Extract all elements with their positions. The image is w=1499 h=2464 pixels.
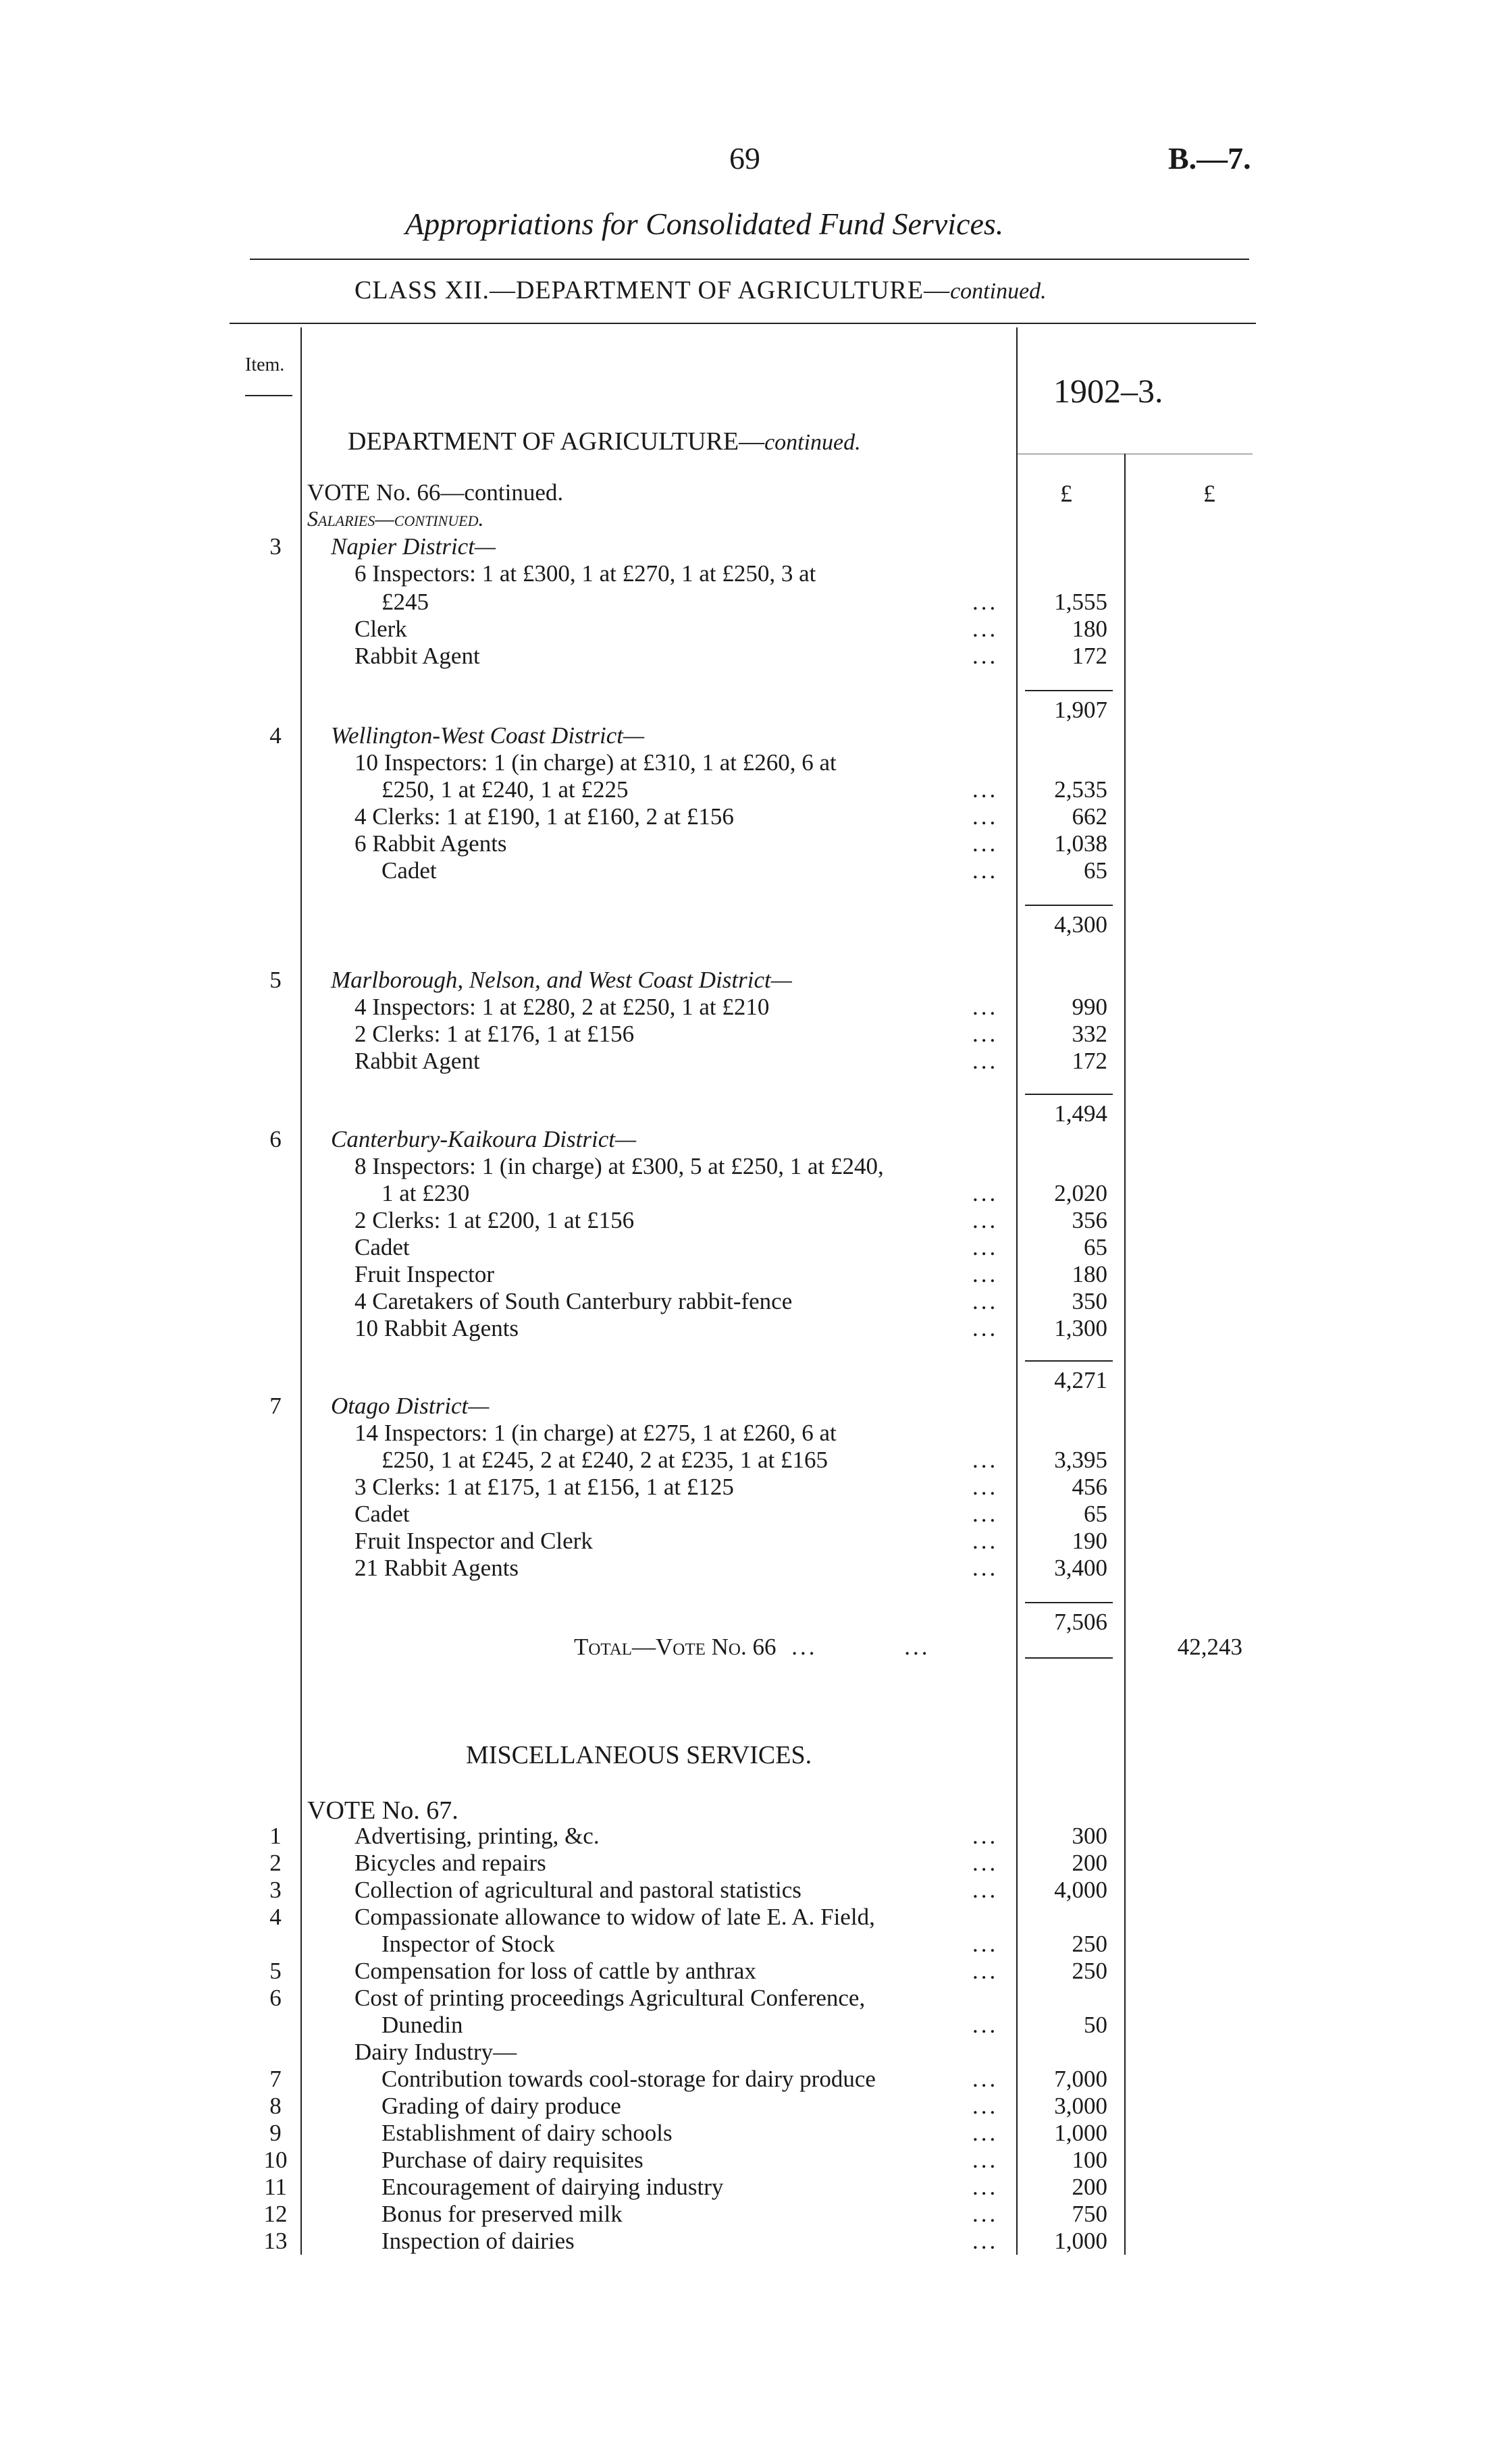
district-heading: Napier District—	[331, 533, 496, 560]
line-item-text: 8 Inspectors: 1 (in charge) at £300, 5 at £250, 1 at £240,	[354, 1153, 884, 1179]
header-rule	[230, 323, 1256, 324]
line-item-amount: 2,020	[1054, 1180, 1107, 1206]
leader-dots: ...	[972, 1850, 999, 1876]
subtotal-amount: 4,300	[1054, 911, 1107, 938]
item-number: 7	[269, 2066, 282, 2092]
line-item-text: Encouragement of dairying industry	[382, 2174, 724, 2200]
line-item-text: 4 Inspectors: 1 at £280, 2 at £250, 1 at £210	[354, 994, 770, 1020]
line-item-text: 1 at £230	[382, 1180, 470, 1206]
line-item-text: Compensation for loss of cattle by anthrax	[354, 1958, 756, 1984]
line-item-text: 6 Rabbit Agents	[354, 830, 507, 857]
line-item-text: Collection of agricultural and pastoral statistics	[354, 1877, 801, 1903]
line-item-text: Cost of printing proceedings Agricultural Conference,	[354, 1985, 866, 2011]
page-number: 69	[729, 141, 760, 176]
leader-dots: ...	[972, 2066, 999, 2092]
leader-dots: ...	[972, 2174, 999, 2200]
item-number: 4	[269, 1904, 282, 1930]
line-item-text: Inspector of Stock	[382, 1931, 555, 1957]
leader-dots: ...	[972, 803, 999, 830]
line-item-amount: 356	[1072, 1207, 1107, 1233]
line-item-amount: 7,000	[1054, 2066, 1107, 2092]
leader-dots: ...	[972, 1931, 999, 1957]
line-item-amount: 65	[1084, 1234, 1107, 1260]
leader-dots: ...	[972, 1021, 999, 1047]
line-item-text: 10 Rabbit Agents	[354, 1315, 519, 1341]
year-column-header: 1902–3.	[1053, 372, 1163, 410]
line-item-amount: 65	[1084, 1501, 1107, 1527]
item-number: 6	[269, 1126, 282, 1152]
line-item-amount: 350	[1072, 1288, 1107, 1314]
line-item-text: Grading of dairy produce	[382, 2093, 621, 2119]
line-item-amount: 332	[1072, 1021, 1107, 1047]
subtotal-rule	[1025, 1360, 1113, 1362]
leader-dots: ...	[972, 994, 999, 1020]
line-item-amount: 750	[1072, 2201, 1107, 2227]
line-item-text: £250, 1 at £245, 2 at £240, 2 at £235, 1 at £165	[382, 1447, 829, 1473]
line-item-text: Cadet	[354, 1501, 410, 1527]
subtotal-amount: 7,506	[1054, 1609, 1107, 1635]
leader-dots: ...	[972, 830, 999, 857]
leader-dots: ...	[972, 1234, 999, 1260]
leader-dots: ...	[972, 1958, 999, 1984]
leader-dots: ...	[972, 1447, 999, 1473]
vote-67-title: VOTE No. 67.	[307, 1796, 458, 1825]
line-item-text: Establishment of dairy schools	[382, 2120, 673, 2146]
line-item-amount: 180	[1072, 1261, 1107, 1287]
line-item-text: 21 Rabbit Agents	[354, 1555, 519, 1581]
line-item-text: Bicycles and repairs	[354, 1850, 546, 1876]
line-item-amount: 662	[1072, 803, 1107, 830]
leader-dots: ...	[972, 2120, 999, 2146]
salaries-heading: Salaries—continued.	[307, 506, 484, 531]
line-item-amount: 172	[1072, 1048, 1107, 1074]
department-title: DEPARTMENT OF AGRICULTURE—continued.	[348, 427, 861, 456]
leader-dots: ...	[972, 589, 999, 615]
leader-dots: ...	[972, 643, 999, 669]
line-item-amount: 3,395	[1054, 1447, 1107, 1473]
subtotal-amount: 1,907	[1054, 697, 1107, 723]
line-item-text: 14 Inspectors: 1 (in charge) at £275, 1 at £260, 6 at	[354, 1420, 837, 1446]
item-column-divider	[300, 327, 302, 2255]
page-title: Appropriations for Consolidated Fund Services.	[405, 207, 1004, 241]
item-number: 5	[269, 967, 282, 993]
leader-dots: ...	[972, 1048, 999, 1074]
line-item-text: Rabbit Agent	[354, 643, 480, 669]
line-item-amount: 172	[1072, 643, 1107, 669]
subtotal-rule	[1025, 905, 1113, 906]
line-item-text: 2 Clerks: 1 at £176, 1 at £156	[354, 1021, 635, 1047]
total-vote-66-label: Total—Vote No. 66 ... ...	[574, 1634, 930, 1660]
line-item-text: Dairy Industry—	[354, 2039, 517, 2065]
leader-dots: ...	[972, 1261, 999, 1287]
line-item-text: Inspection of dairies	[382, 2228, 575, 2254]
line-item-amount: 1,000	[1054, 2120, 1107, 2146]
line-item-amount: 1,555	[1054, 589, 1107, 615]
line-item-amount: 100	[1072, 2147, 1107, 2173]
leader-dots: ...	[972, 2093, 999, 2119]
leader-dots: ...	[972, 1207, 999, 1233]
line-item-text: Fruit Inspector and Clerk	[354, 1528, 593, 1554]
line-item-text: 10 Inspectors: 1 (in charge) at £310, 1 at £260, 6 at	[354, 749, 837, 776]
subtotal-rule	[1025, 690, 1113, 691]
line-item-text: Purchase of dairy requisites	[382, 2147, 643, 2173]
line-item-text: Cadet	[354, 1234, 410, 1260]
line-item-amount: 180	[1072, 616, 1107, 642]
leader-dots: ...	[972, 857, 999, 884]
leader-dots: ...	[972, 2228, 999, 2254]
line-item-text: 3 Clerks: 1 at £175, 1 at £156, 1 at £125	[354, 1474, 734, 1500]
line-item-amount: 1,038	[1054, 830, 1107, 857]
line-item-text: £250, 1 at £240, 1 at £225	[382, 776, 629, 803]
line-item-text: Fruit Inspector	[354, 1261, 495, 1287]
line-item-amount: 1,000	[1054, 2228, 1107, 2254]
leader-dots: ...	[972, 1823, 999, 1849]
line-item-text: Advertising, printing, &c.	[354, 1823, 600, 1849]
line-item-amount: 65	[1084, 857, 1107, 884]
line-item-amount: 3,000	[1054, 2093, 1107, 2119]
leader-dots: ...	[972, 2012, 999, 2038]
item-number: 3	[269, 1877, 282, 1903]
leader-dots: ...	[972, 1501, 999, 1527]
item-number: 2	[269, 1850, 282, 1876]
item-number: 5	[269, 1958, 282, 1984]
line-item-text: 4 Caretakers of South Canterbury rabbit-fence	[354, 1288, 793, 1314]
line-item-amount: 2,535	[1054, 776, 1107, 803]
item-number: 8	[269, 2093, 282, 2119]
line-item-amount: 1,300	[1054, 1315, 1107, 1341]
line-item-amount: 200	[1072, 2174, 1107, 2200]
line-item-text: £245	[382, 589, 429, 615]
item-number: 3	[269, 533, 282, 560]
leader-dots: ...	[972, 2147, 999, 2173]
item-number: 12	[263, 2201, 288, 2227]
item-header-rule	[245, 395, 292, 396]
item-number: 13	[263, 2228, 288, 2254]
line-item-text: Dunedin	[382, 2012, 463, 2038]
leader-dots: ...	[972, 776, 999, 803]
line-item-amount: 250	[1072, 1931, 1107, 1957]
leader-dots: ...	[972, 1180, 999, 1206]
district-heading: Otago District—	[331, 1393, 490, 1419]
district-heading: Canterbury-Kaikoura District—	[331, 1126, 637, 1152]
class-title: CLASS XII.—DEPARTMENT OF AGRICULTURE—continued.	[354, 276, 1047, 304]
leader-dots: ...	[972, 1474, 999, 1500]
district-heading: Wellington-West Coast District—	[331, 722, 645, 749]
pound-column-1: £	[1060, 480, 1072, 507]
leader-dots: ...	[972, 1555, 999, 1581]
pound-column-2: £	[1203, 480, 1215, 507]
subtotal-amount: 4,271	[1054, 1367, 1107, 1393]
miscellaneous-title: MISCELLANEOUS SERVICES.	[466, 1741, 812, 1769]
document-reference: B.—7.	[1168, 141, 1251, 176]
title-rule	[250, 259, 1249, 260]
item-number: 7	[269, 1393, 282, 1419]
line-item-text: Rabbit Agent	[354, 1048, 480, 1074]
subtotal-rule	[1025, 1602, 1113, 1603]
leader-dots: ...	[972, 1288, 999, 1314]
leader-dots: ...	[972, 2201, 999, 2227]
total-column-divider	[1124, 454, 1126, 2255]
item-number: 6	[269, 1985, 282, 2011]
line-item-amount: 456	[1072, 1474, 1107, 1500]
item-number: 1	[269, 1823, 282, 1849]
item-number: 11	[264, 2174, 287, 2200]
vote-66-title: VOTE No. 66—continued.	[307, 479, 564, 506]
line-item-amount: 990	[1072, 994, 1107, 1020]
line-item-text: 4 Clerks: 1 at £190, 1 at £160, 2 at £156	[354, 803, 734, 830]
line-item-text: Compassionate allowance to widow of late E. A. Field,	[354, 1904, 875, 1930]
item-number: 9	[269, 2120, 282, 2146]
line-item-amount: 300	[1072, 1823, 1107, 1849]
total-rule	[1025, 1657, 1113, 1659]
leader-dots: ...	[972, 1877, 999, 1903]
subtotal-amount: 1,494	[1054, 1100, 1107, 1127]
line-item-amount: 50	[1084, 2012, 1107, 2038]
line-item-amount: 200	[1072, 1850, 1107, 1876]
leader-dots: ...	[972, 1315, 999, 1341]
line-item-text: Clerk	[354, 616, 407, 642]
line-item-text: Bonus for preserved milk	[382, 2201, 623, 2227]
subtotal-rule	[1025, 1094, 1113, 1095]
line-item-text: 6 Inspectors: 1 at £300, 1 at £270, 1 at £250, 3 at	[354, 560, 816, 587]
line-item-amount: 3,400	[1054, 1555, 1107, 1581]
line-item-amount: 250	[1072, 1958, 1107, 1984]
total-vote-66-amount: 42,243	[1177, 1634, 1242, 1660]
line-item-text: Cadet	[382, 857, 437, 884]
line-item-amount: 190	[1072, 1528, 1107, 1554]
line-item-text: 2 Clerks: 1 at £200, 1 at £156	[354, 1207, 635, 1233]
item-number: 10	[263, 2147, 288, 2173]
item-number: 4	[269, 722, 282, 749]
line-item-amount: 4,000	[1054, 1877, 1107, 1903]
leader-dots: ...	[972, 616, 999, 642]
district-heading: Marlborough, Nelson, and West Coast District—	[331, 967, 792, 993]
leader-dots: ...	[972, 1528, 999, 1554]
item-column-header: Item.	[245, 354, 285, 375]
line-item-text: Contribution towards cool-storage for dairy produce	[382, 2066, 876, 2092]
